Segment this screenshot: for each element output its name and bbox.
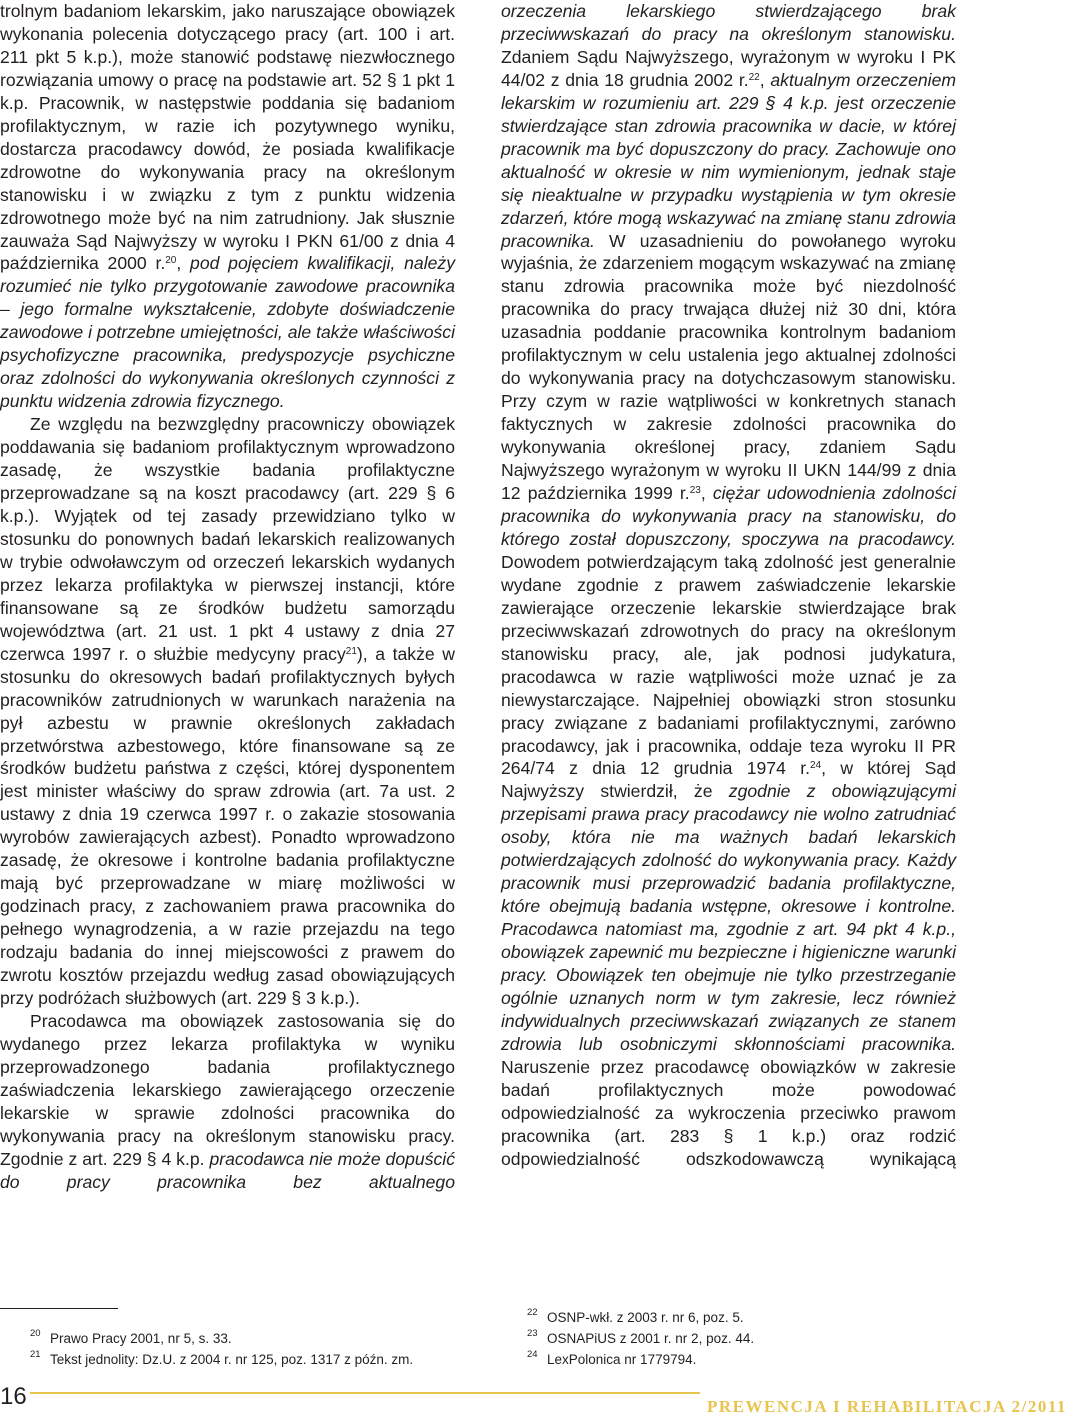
left-column (0, 0, 455, 1194)
footnote-divider (0, 1308, 118, 1309)
footnote-ref: 23 (689, 485, 701, 497)
footer-rule (30, 1392, 700, 1394)
paragraph: orzeczenia lekarskiego stwierdzającego brak przeciwwskazań do pracy na określonym stanowisku. Zdaniem Sądu Najwyższego, wyrażonym w wyroku I PK 44/02 z dnia 18 grudnia 2002 r.$^{22}$, aktualnym orzeczeniem lekarskim w rozumieniu art. 229 § 4 k.p. jest orzeczenie stwierdzające stan zdrowia pracownika w dacie, w której pracownik ma być dopuszczony do pracy. Zachowuje ono aktualność w okresie w nim wymienionym, jednak staje się nieaktualne w przypadku wystąpienia w tym okresie zdarzeń, które mogą wskazywać na zmianę stanu zdrowia pracownika. W uzasadnieniu do powołanego wyroku wyjaśnia, że zdarzeniem mogącym wskazywać na zmianę stanu zdrowia pracownika może być niezdolność pracownika do pracy trwająca dłużej niż 30 dni, która uzasadnia poddanie pracownika kontrolnym badaniom profilaktycznym w celu ustalenia jego aktualnej zdolności do wykonywania pracy na dotychczasowym stanowisku. Przy czym w razie wątpliwości w konkretnych stanach faktycznych w zakresie zdolności pracownika do wykonywania określonej pracy, zdaniem Sądu Najwyższego wyrażonym w wyroku II UKN 144/99 z dnia 12 października 1999 r.$^{23}$, ciężar udowodnienia zdolności pracownika do wykonywania pracy na stanowisku, do którego został dopuszczony, spoczywa na pracodawcy. Dowodem potwierdzającym taką zdolność jest generalnie wydane zgodnie z prawem zaświadczenie lekarskie zawierające orzeczenie lekarskie stwierdzające brak przeciwwskazań zdrowotnych do pracy na określonym stanowisku pracy, ale, jak podnosi judykatura, pracodawca w razie wątpliwości może uznać je za niewystarczające. Najpełniej obowiązki stron stosunku pracy związane z badaniami profilaktycznymi, zarówno pracodawcy, jak i pracownika, oddaje teza wyroku II PR 264/74 z dnia 12 grudnia 1974 r.$^{24}$, w której Sąd Najwyższy stwierdził, że zgodnie z obowiązującymi przepisami prawa pracy pracodawcy nie wolno zatrudniać osoby, która nie ma ważnych badań lekarskich potwierdzających zdolność do wykonywania pracy. Każdy pracownik musi przeprowadzić badania profilaktyczne, które obejmują badania wstępne, okresowe i kontrolne. Pracodawca natomiast ma, zgodnie z art. 94 pkt 4 k.p., obowiązek zapewnić mu bezpieczne i higieniczne warunki pracy. Obowiązek ten obejmuje nie tylko przestrzeganie ogólnie uznanych norm w tym zakresie, lecz również indywidualnych przeciwwskazań związanych ze stanem zdrowia lub osobniczymi skłonnościami pracownika. Naruszenie przez pracodawcę obowiązków w zakresie badań profilaktycznych może powodować odpowiedzialność za wykroczenia przeciwko prawom pracownika (art. 283 § 1 k.p.) oraz rodzić odpowiedzialność odszkodowawczą wynikającą (501, 1, 957, 1169)
footnote-ref: 22 (748, 71, 760, 83)
paragraph: Pracodawca ma obowiązek zastosowania się do wydanego przez lekarza profilaktyka w wyniku przeprowadzonego badania profilaktycznego zaświadczenia lekarskiego zawierającego orzeczenie lekarskie w sprawie zdolności pracownika do wykonywania pracy na określonym stanowisku pracy. Zgodnie z art. 229 § 4 k.p. pracodawca nie może dopuścić do pracy pracownika bez aktualnego (0, 1010, 455, 1192)
paragraph: Ze względu na bezwzględny pracowniczy obowiązek poddawania się badaniom profilaktycznym wprowadzono zasadę, że wszystkie badania profilaktyczne przeprowadzane są na koszt pracodawcy (art. 229 § 6 k.p.). Wyjątek od tej zasady przewidziano tylko w stosunku do ponownych badań lekarskich realizowanych w trybie odwoławczym od orzeczeń lekarskich wydanych przez lekarza profilaktyka w pierwszej instancji, które finansowane są ze środków budżetu samorządu województwa (art. 21 ust. 1 pkt 4 ustawy z dnia 27 czerwca 1997 r. o służbie medycyny pracy$^{21}$), a także w stosunku do okresowych badań profilaktycznych byłych pracowników zatrudnionych w warunkach narażenia na pył azbestu w prawnie określonych zakładach przetwórstwa azbestowego, które finansowane są ze środków budżetu państwa z części, której dysponentem jest minister właściwy do spraw zdrowia (art. 7a ust. 2 ustawy z dnia 19 czerwca 1997 r. o zakazie stosowania wyrobów zawierających azbest). Ponadto wprowadzono zasadę, że okresowe i kontrolne badania profilaktyczne mają być przeprowadzane w miarę możliwości w godzinach pracy, z zachowaniem prawa pracownika do pełnego wynagrodzenia, a w razie przejazdu na tego rodzaju badania do innej miejscowości z prawem do zwrotu kosztów przejazdu według zasad obowiązujących przy podróżach służbowych (art. 229 § 3 k.p.). (0, 414, 455, 1008)
right-column (501, 0, 956, 1171)
journal-title: PREWENCJA I REHABILITACJA 2/2011 (707, 1397, 1067, 1416)
page-number: 16 (0, 1383, 27, 1410)
footnote-ref: 20 (165, 255, 177, 267)
footnote-ref: 21 (345, 645, 357, 657)
footnote-ref: 24 (809, 760, 822, 772)
paragraph: trolnym badaniom lekarskim, jako naruszające obowiązek wykonania polecenia dotyczącego pracy (art. 100 i art. 211 pkt 5 k.p.), może stanowić podstawę niezwłocznego rozwiązania umowy o pracę na podstawie art. 52 § 1 pkt 1 k.p. Pracownik, w następstwie poddania się badaniom profilaktycznym, w razie ich pozytywnego wyniku, dostarcza pracodawcy dowód, że posiada kwalifikacje zdrowotne do wykonywania pracy na określonym stanowisku i w związku z tym z punktu widzenia zdrowotnego może być na nim zatrudniony. Jak słusznie zauważa Sąd Najwyższy w wyroku I PKN 61/00 z dnia 4 października 2000 r.$^{20}$, pod pojęciem kwalifikacji, należy rozumieć nie tylko przygotowanie zawodowe pracownika – jego formalne wykształcenie, zdobyte doświadczenie zawodowe i potrzebne umiejętności, ale także właściwości psychofizyczne pracownika, predyspozycje psychiczne oraz zdolności do wykonywania określonych czynności z punktu widzenia zdrowia fizycznego. (0, 1, 455, 412)
